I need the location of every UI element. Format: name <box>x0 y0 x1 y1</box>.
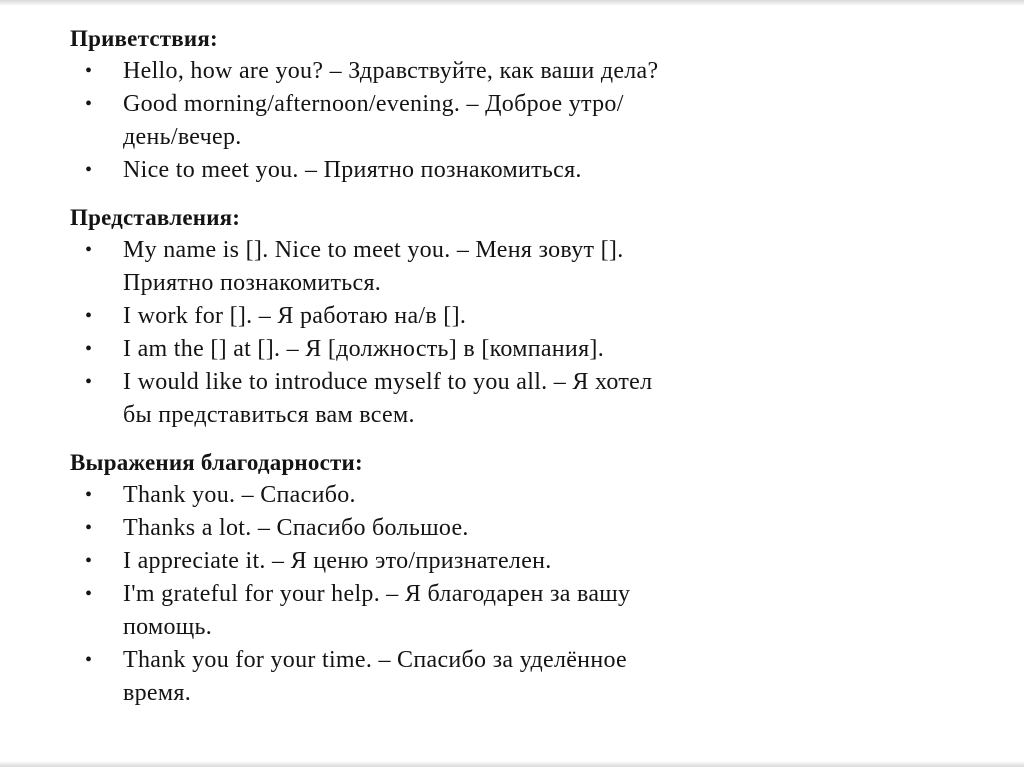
list-item <box>70 545 963 578</box>
bottom-border <box>0 761 1024 767</box>
bullet-icon: • <box>85 583 93 605</box>
phrase-line: I am the [] at []. – Я [должность] в [компания]. <box>123 336 605 362</box>
phrase-line: My name is []. Nice to meet you. – Меня зовут []. <box>123 237 624 263</box>
bullet-icon: • <box>85 649 93 671</box>
list-item <box>70 55 963 88</box>
phrase-line: бы представиться вам всем. <box>123 402 415 428</box>
phrase-line: Hello, how are you? – Здравствуйте, как ваши дела? <box>123 58 659 84</box>
list-item <box>70 333 963 366</box>
phrase-line: I would like to introduce myself to you all. – Я хотел <box>123 369 653 395</box>
bullet-icon: • <box>85 239 93 261</box>
phrase-list <box>70 479 970 710</box>
list-item <box>70 300 963 333</box>
list-item <box>70 88 963 154</box>
document-page <box>70 22 970 710</box>
list-item <box>70 479 963 512</box>
bullet-icon: • <box>85 517 93 539</box>
bullet-icon: • <box>85 371 93 393</box>
bullet-icon: • <box>85 484 93 506</box>
bullet-icon: • <box>85 60 93 82</box>
section-greetings <box>70 22 970 187</box>
section-introductions <box>70 201 970 432</box>
phrase-line: помощь. <box>123 614 213 640</box>
top-border <box>0 0 1024 6</box>
phrase-line: день/вечер. <box>123 124 242 150</box>
phrase-line: I'm grateful for your help. – Я благодарен за вашу <box>123 581 631 607</box>
section-heading: Представления: <box>70 205 241 230</box>
bullet-icon: • <box>85 159 93 181</box>
phrase-line: I appreciate it. – Я ценю это/признателен. <box>123 548 552 574</box>
bullet-icon: • <box>85 550 93 572</box>
section-gratitude <box>70 446 970 710</box>
section-heading: Выражения благодарности: <box>70 450 363 475</box>
list-item <box>70 512 963 545</box>
phrase-line: время. <box>123 680 192 706</box>
bullet-icon: • <box>85 305 93 327</box>
phrase-line: Thanks a lot. – Спасибо большое. <box>123 515 469 541</box>
list-item <box>70 644 963 710</box>
phrase-line: Thank you for your time. – Спасибо за уделённое <box>123 647 628 673</box>
list-item <box>70 154 963 187</box>
phrase-list <box>70 55 970 187</box>
phrase-line: I work for []. – Я работаю на/в []. <box>123 303 467 329</box>
phrase-list <box>70 234 970 432</box>
bullet-icon: • <box>85 93 93 115</box>
list-item <box>70 366 963 432</box>
section-heading: Приветствия: <box>70 26 218 51</box>
bullet-icon: • <box>85 338 93 360</box>
list-item <box>70 234 963 300</box>
phrase-line: Thank you. – Спасибо. <box>123 482 356 508</box>
phrase-line: Nice to meet you. – Приятно познакомиться. <box>123 157 582 183</box>
phrase-line: Good morning/afternoon/evening. – Доброе утро/ <box>123 91 624 117</box>
phrase-line: Приятно познакомиться. <box>123 270 382 296</box>
list-item <box>70 578 963 644</box>
